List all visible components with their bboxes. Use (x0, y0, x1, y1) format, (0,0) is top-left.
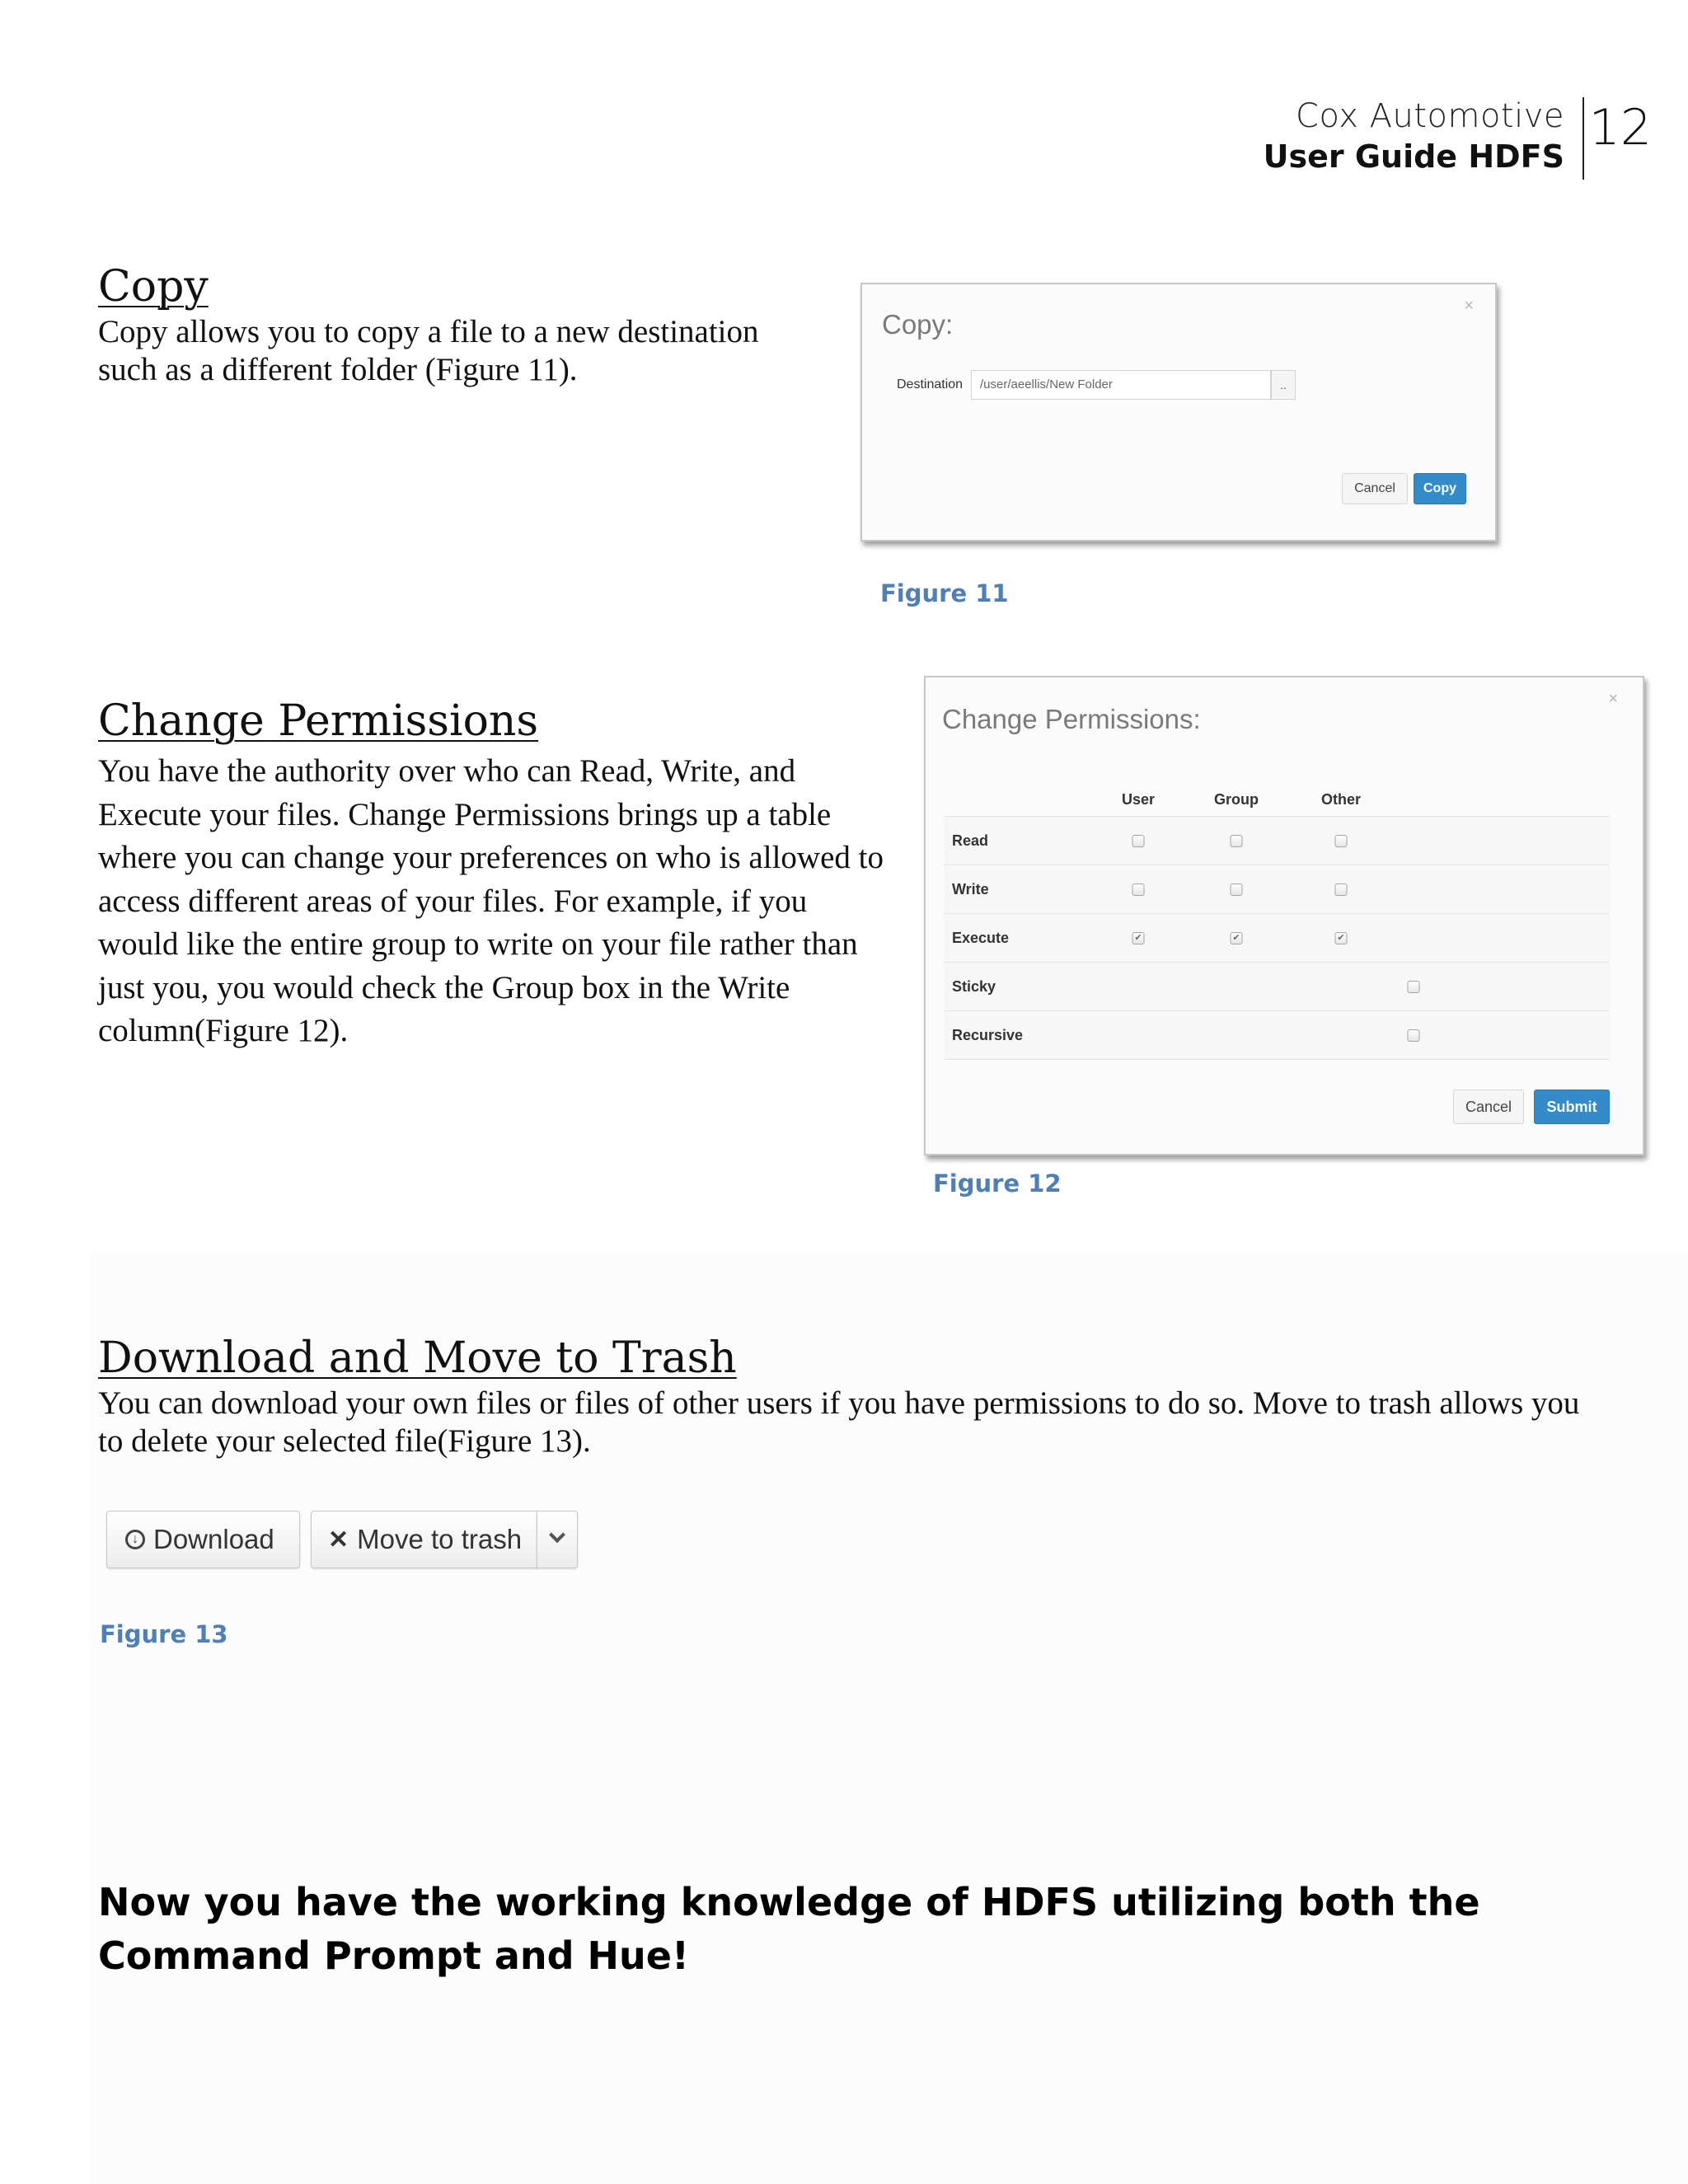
copy-heading: Copy (98, 262, 209, 312)
column-header-other: Other (1320, 791, 1362, 808)
copy-dialog (860, 283, 1497, 541)
download-button[interactable] (106, 1511, 300, 1568)
row-label: Read (952, 832, 989, 849)
permission-row-read (944, 816, 1610, 865)
closing-statement: Now you have the working knowledge of HDFS utilizing both the Command Prompt and Hue! (98, 1880, 1480, 1978)
close-icon[interactable]: × (1608, 690, 1618, 708)
move-to-trash-label: Move to trash (357, 1524, 523, 1554)
trash-options-dropdown[interactable] (537, 1511, 578, 1568)
execute-other-checkbox[interactable]: ✔ (1335, 932, 1348, 944)
header-guide-title: User Guide HDFS (1263, 138, 1564, 175)
page-header (1111, 97, 1688, 190)
download-label: Download (153, 1524, 274, 1554)
sticky-checkbox[interactable] (1408, 981, 1420, 993)
submit-button[interactable]: Submit (1534, 1090, 1610, 1124)
read-user-checkbox[interactable] (1132, 835, 1145, 847)
permission-row-execute (944, 913, 1610, 962)
execute-group-checkbox[interactable]: ✔ (1231, 932, 1243, 944)
execute-user-checkbox[interactable]: ✔ (1132, 932, 1145, 944)
browse-button[interactable]: .. (1271, 370, 1296, 400)
cancel-button[interactable]: Cancel (1342, 473, 1408, 504)
page-number: 12 (1588, 99, 1652, 157)
write-user-checkbox[interactable] (1132, 883, 1145, 896)
write-group-checkbox[interactable] (1231, 883, 1243, 896)
x-icon: ✕ (328, 1526, 349, 1554)
read-other-checkbox[interactable] (1335, 835, 1348, 847)
change-permissions-dialog (924, 676, 1644, 1155)
permissions-body: You have the authority over who can Read, Write, and Execute your files. Change Permissions brings up a table where you can change your preferences on who is allowed to access different areas of your files. For example, if you would like the entire group to write on your file rather than just you, you would check the Group box in the Write column(Figure 12). (98, 753, 884, 1048)
copy-dialog-title: Copy: (882, 309, 954, 340)
figure-13-caption: Figure 13 (100, 1620, 228, 1648)
row-label: Execute (952, 930, 1010, 946)
row-label: Sticky (952, 978, 996, 995)
chevron-down-icon (549, 1526, 565, 1543)
close-icon[interactable]: × (1464, 297, 1474, 315)
destination-input[interactable]: /user/aeellis/New Folder (971, 370, 1271, 400)
permissions-dialog-title: Change Permissions: (942, 704, 1201, 734)
move-to-trash-button[interactable] (311, 1511, 537, 1568)
permissions-heading: Change Permissions (98, 696, 539, 746)
recursive-checkbox[interactable] (1408, 1029, 1420, 1042)
figure-12-caption: Figure 12 (933, 1169, 1062, 1197)
permissions-table (944, 783, 1610, 1060)
cancel-button[interactable]: Cancel (1453, 1090, 1524, 1124)
row-label: Recursive (952, 1027, 1024, 1043)
header-company: Cox Automotive (1296, 97, 1564, 135)
download-body: You can download your own files or files of other users if you have permissions to do so. Move to trash allows you to delete your selected file(Figure 13). (98, 1385, 1580, 1459)
column-header-group: Group (1214, 791, 1259, 808)
permission-row-write (944, 865, 1610, 913)
permissions-table-header (944, 783, 1610, 816)
figure-11-caption: Figure 11 (880, 579, 1009, 607)
destination-label: Destination (897, 377, 964, 391)
write-other-checkbox[interactable] (1335, 883, 1348, 896)
copy-button[interactable]: Copy (1414, 473, 1466, 504)
download-heading: Download and Move to Trash (98, 1333, 737, 1383)
column-header-user: User (1121, 791, 1156, 808)
copy-body: Copy allows you to copy a file to a new destination such as a different folder (Figure 11). (98, 314, 759, 387)
read-group-checkbox[interactable] (1231, 835, 1243, 847)
row-label: Write (952, 881, 989, 898)
download-circle-icon: ↓ (125, 1530, 145, 1549)
permission-row-sticky (944, 962, 1610, 1010)
permission-row-recursive (944, 1010, 1610, 1060)
header-divider (1582, 97, 1584, 180)
